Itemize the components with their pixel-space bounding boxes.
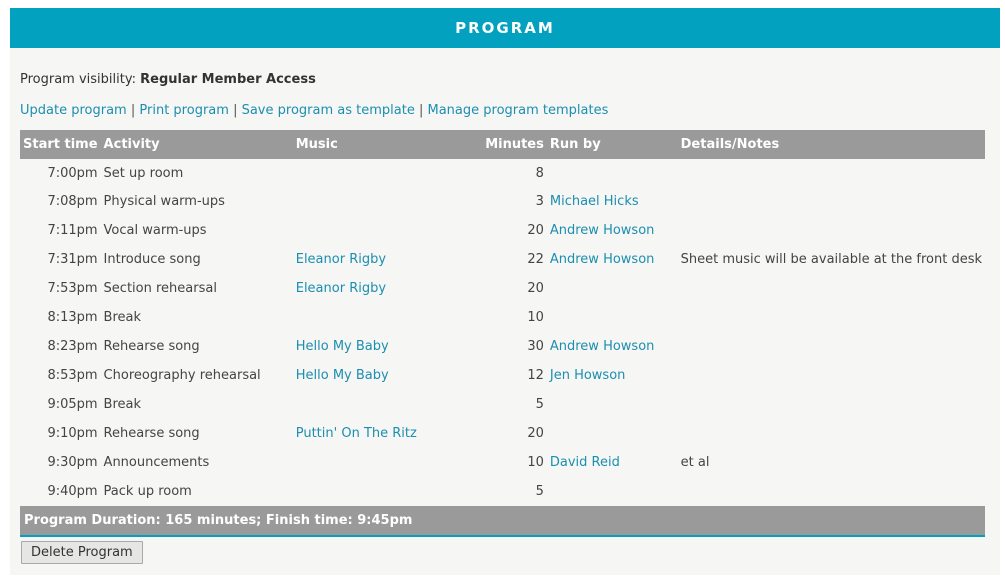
music-link[interactable]: Puttin' On The Ritz: [295, 426, 417, 441]
col-activity: Activity: [101, 130, 293, 159]
program-panel: [10, 8, 1000, 575]
minutes-cell: 20: [527, 223, 544, 238]
activity-cell: Section rehearsal: [103, 281, 217, 296]
notes-cell: [678, 477, 985, 506]
table-row: [20, 187, 985, 216]
minutes-cell: 20: [527, 281, 544, 296]
program-summary: Program Duration: 165 minutes; Finish time: 9:45pm: [20, 506, 985, 536]
start-time-cell: 7:00pm: [47, 165, 98, 181]
link-separator: |: [233, 103, 238, 118]
start-time-cell: 8:53pm: [47, 368, 98, 383]
minutes-cell: 5: [535, 484, 544, 499]
table-row: [20, 477, 985, 506]
start-time-cell: 9:05pm: [47, 397, 98, 412]
run-by-cell: [547, 390, 678, 419]
music-link[interactable]: Hello My Baby: [295, 339, 389, 354]
notes-cell: [678, 274, 985, 303]
col-details-notes: Details/Notes: [678, 130, 985, 159]
link-separator: |: [130, 103, 136, 118]
run-by-cell: [547, 448, 678, 477]
minutes-cell: 8: [535, 165, 544, 181]
run-by-cell: [547, 245, 678, 274]
music-cell: [293, 477, 451, 506]
table-row: [20, 390, 985, 419]
notes-cell: et al: [680, 455, 710, 470]
music-cell: [293, 245, 451, 274]
program-summary-row: [20, 506, 985, 536]
run-by-cell: [547, 187, 678, 216]
table-row: [20, 274, 985, 303]
update-program-link[interactable]: Update program: [20, 103, 127, 118]
table-header-row: [20, 130, 985, 159]
music-cell: [293, 332, 451, 361]
activity-cell: Introduce song: [103, 252, 201, 267]
music-link[interactable]: Hello My Baby: [295, 368, 389, 383]
member-link[interactable]: Michael Hicks: [549, 194, 639, 209]
member-link[interactable]: Jen Howson: [549, 368, 626, 383]
activity-cell: Pack up room: [103, 484, 192, 499]
visibility-value: Regular Member Access: [140, 72, 316, 87]
music-link[interactable]: Eleanor Rigby: [295, 252, 387, 267]
minutes-cell: 5: [535, 397, 544, 412]
start-time-cell: 9:10pm: [47, 426, 98, 441]
table-row: [20, 448, 985, 477]
minutes-cell: 3: [535, 194, 544, 209]
music-cell: [293, 159, 451, 187]
start-time-cell: 7:11pm: [47, 223, 98, 238]
activity-cell: Break: [103, 397, 142, 412]
activity-cell: Choreography rehearsal: [103, 368, 261, 383]
activity-cell: Rehearse song: [103, 339, 200, 354]
notes-cell: [678, 216, 985, 245]
notes-cell: Sheet music will be available at the front desk: [680, 252, 982, 267]
notes-cell: [678, 419, 985, 448]
run-by-cell: [547, 477, 678, 506]
minutes-cell: 12: [527, 368, 544, 383]
start-time-cell: 9:30pm: [47, 455, 98, 470]
notes-cell: [678, 187, 985, 216]
member-link[interactable]: Andrew Howson: [549, 223, 655, 238]
notes-cell: [678, 303, 985, 332]
print-program-link[interactable]: Print program: [139, 103, 229, 118]
col-run-by: Run by: [547, 130, 678, 159]
run-by-cell: [547, 274, 678, 303]
page-title: PROGRAM: [10, 8, 1000, 48]
minutes-cell: 10: [527, 455, 544, 470]
music-cell: [293, 390, 451, 419]
notes-cell: [678, 390, 985, 419]
minutes-cell: 30: [527, 339, 544, 354]
minutes-cell: 20: [527, 426, 544, 441]
start-time-cell: 9:40pm: [47, 484, 98, 499]
manage-templates-link[interactable]: Manage program templates: [427, 103, 609, 118]
program-table: [20, 130, 985, 537]
run-by-cell: [547, 216, 678, 245]
program-actions: [20, 103, 608, 118]
start-time-cell: 7:53pm: [47, 281, 98, 296]
table-row: [20, 361, 985, 390]
music-cell: [293, 303, 451, 332]
visibility-label: Program visibility:: [20, 72, 136, 87]
start-time-cell: 7:31pm: [47, 252, 98, 267]
activity-cell: Break: [103, 310, 142, 325]
col-start-time: Start time: [20, 130, 101, 159]
member-link[interactable]: Andrew Howson: [549, 339, 655, 354]
col-music: Music: [293, 130, 451, 159]
program-visibility: [20, 72, 316, 87]
table-row: [20, 245, 985, 274]
activity-cell: Vocal warm-ups: [103, 223, 207, 238]
minutes-cell: 10: [527, 310, 544, 325]
notes-cell: [678, 159, 985, 187]
activity-cell: Announcements: [103, 455, 210, 470]
start-time-cell: 7:08pm: [47, 194, 98, 209]
table-row: [20, 159, 985, 187]
start-time-cell: 8:13pm: [47, 310, 98, 325]
activity-cell: Rehearse song: [103, 426, 200, 441]
music-link[interactable]: Eleanor Rigby: [295, 281, 387, 296]
run-by-cell: [547, 332, 678, 361]
member-link[interactable]: Andrew Howson: [549, 252, 655, 267]
music-cell: [293, 274, 451, 303]
music-cell: [293, 187, 451, 216]
activity-cell: Set up room: [103, 165, 184, 181]
run-by-cell: [547, 361, 678, 390]
table-row: [20, 303, 985, 332]
notes-cell: [678, 361, 985, 390]
music-cell: [293, 361, 451, 390]
run-by-cell: [547, 303, 678, 332]
music-cell: [293, 419, 451, 448]
member-link[interactable]: David Reid: [549, 455, 620, 470]
delete-program-button[interactable]: Delete Program: [21, 541, 143, 564]
table-row: [20, 419, 985, 448]
col-minutes: Minutes: [451, 130, 547, 159]
music-cell: [293, 448, 451, 477]
activity-cell: Physical warm-ups: [103, 194, 225, 209]
notes-cell: [678, 332, 985, 361]
start-time-cell: 8:23pm: [47, 339, 98, 354]
run-by-cell: [547, 159, 678, 187]
table-row: [20, 216, 985, 245]
table-row: [20, 332, 985, 361]
save-template-link[interactable]: Save program as template: [241, 103, 415, 118]
run-by-cell: [547, 419, 678, 448]
minutes-cell: 22: [527, 252, 544, 267]
link-separator: |: [418, 103, 424, 118]
music-cell: [293, 216, 451, 245]
